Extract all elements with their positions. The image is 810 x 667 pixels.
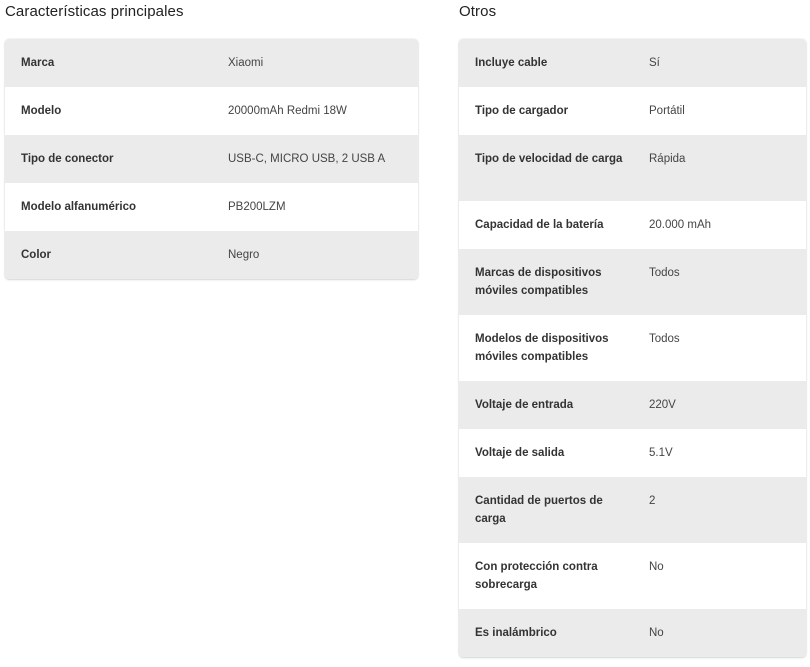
spec-label: Modelos de dispositivos móviles compatibles (475, 333, 609, 363)
main-features-table (5, 39, 418, 279)
spec-row-capacidad-bateria (459, 201, 806, 249)
spec-row-voltaje-salida (459, 429, 806, 477)
spec-row-marcas-compatibles (459, 249, 806, 315)
spec-value: 20000mAh Redmi 18W (228, 105, 347, 117)
spec-value: No (649, 627, 664, 639)
spec-label: Es inalámbrico (475, 627, 557, 639)
spec-row-tipo-de-velocidad (459, 135, 806, 201)
spec-label: Voltaje de entrada (475, 399, 574, 411)
spec-value: Todos (649, 333, 680, 345)
spec-row-cantidad-puertos (459, 477, 806, 543)
spec-row-proteccion-sobrecarga (459, 543, 806, 609)
spec-value: PB200LZM (228, 201, 286, 213)
spec-value: 2 (649, 495, 656, 507)
spec-label: Tipo de cargador (475, 105, 569, 117)
spec-value: 220V (649, 399, 676, 411)
spec-label: Tipo de conector (21, 153, 114, 165)
spec-row-incluye-cable (459, 39, 806, 87)
spec-label: Tipo de velocidad de carga (475, 153, 623, 165)
spec-label: Cantidad de puertos de carga (475, 495, 603, 525)
spec-row-es-inalambrico (459, 609, 806, 657)
spec-value: Todos (649, 267, 680, 279)
spec-label: Capacidad de la batería (475, 219, 604, 231)
spec-row-modelo-alfanumerico (5, 183, 418, 231)
spec-label: Modelo (21, 105, 62, 117)
others-section (459, 0, 806, 639)
others-title: Otros (459, 3, 497, 20)
spec-value: Rápida (649, 153, 686, 165)
spec-row-marca (5, 39, 418, 87)
spec-value: Xiaomi (228, 57, 264, 69)
main-features-section (5, 0, 418, 261)
spec-row-tipo-de-conector (5, 135, 418, 183)
spec-value: 20.000 mAh (649, 219, 712, 231)
spec-value: 5.1V (649, 447, 673, 459)
spec-value: No (649, 561, 664, 573)
spec-row-voltaje-entrada (459, 381, 806, 429)
spec-row-modelo (5, 87, 418, 135)
spec-label: Incluye cable (475, 57, 548, 69)
spec-value: Negro (228, 249, 260, 261)
spec-row-tipo-de-cargador (459, 87, 806, 135)
spec-row-color (5, 231, 418, 279)
spec-value: Portátil (649, 105, 685, 117)
spec-value: USB-C, MICRO USB, 2 USB A (228, 153, 386, 165)
spec-label: Modelo alfanumérico (21, 201, 137, 213)
others-table (459, 39, 806, 657)
spec-label: Voltaje de salida (475, 447, 565, 459)
spec-label: Marcas de dispositivos móviles compatibles (475, 267, 602, 297)
spec-value: Sí (649, 57, 660, 69)
main-features-title: Características principales (5, 3, 184, 20)
spec-label: Marca (21, 57, 55, 69)
spec-row-modelos-compatibles (459, 315, 806, 381)
spec-label: Color (21, 249, 52, 261)
spec-label: Con protección contra sobrecarga (475, 561, 598, 591)
